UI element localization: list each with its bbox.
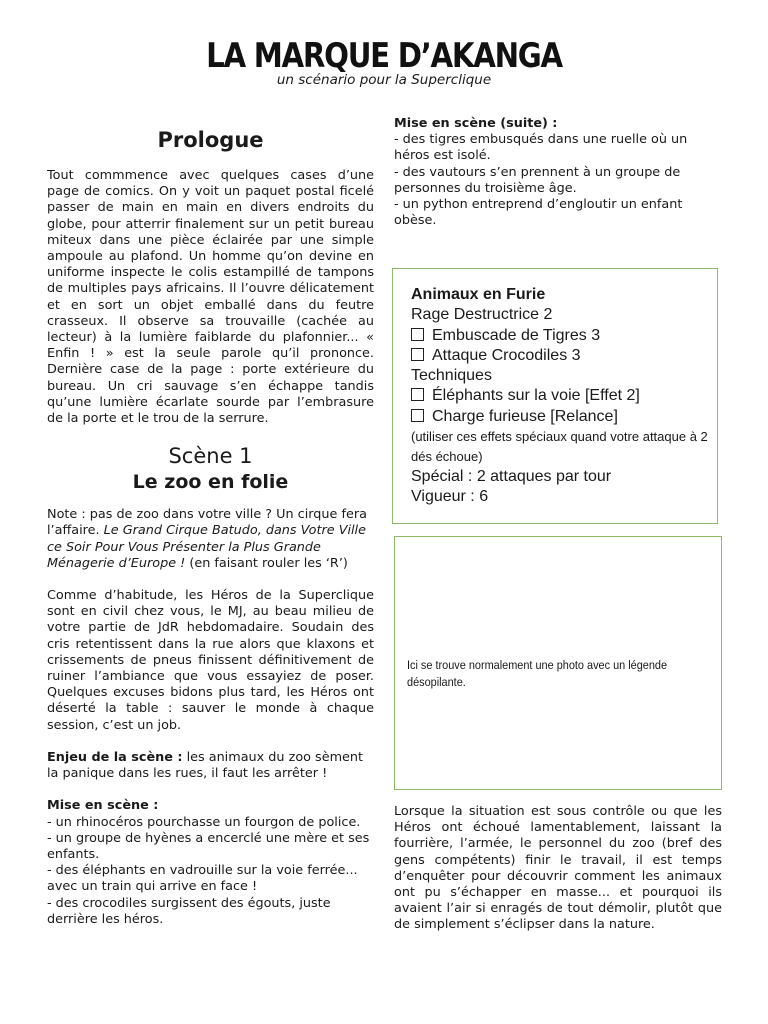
statbox-attaque <box>411 346 717 366</box>
scene-number: Scène 1 <box>168 444 253 469</box>
statbox-title: Animaux en Furie <box>411 286 546 303</box>
mise-label-text: Mise en scène : <box>47 798 159 814</box>
elephants-label: Éléphants sur la voie [Effet 2] <box>432 387 640 405</box>
photo-placeholder <box>394 536 722 790</box>
note-italic: Le Grand Cirque Batudo, dans Votre Ville ce Soir Pour Vous Présenter la Plus Grande Ménagerie d’Europe ! <box>47 523 366 571</box>
scene-note <box>47 507 374 572</box>
mise-suite-label-text: Mise en scène (suite) : <box>394 116 558 131</box>
statbox-techniques: Techniques <box>411 367 492 385</box>
closing-paragraph: Lorsque la situation est sous contrôle ou que les Héros ont échoué lamentablement, laissant la fourrière, l’armée, le personnel du zoo (bref des gens compétents) finir le travail, il est temps d’enquêter pour découvrir comment les animaux ont pu s’échapper en masse... et pourquoi ils avaient l’air si enragés de tout démolir, plutôt que de simplement s’éclipser dans la nature. <box>394 804 722 933</box>
statbox-charge <box>411 407 717 427</box>
right-column-top <box>394 116 722 229</box>
mise-label <box>47 798 374 814</box>
photo-caption: Ici se trouve normalement une photo avec un légende désopilante. <box>407 658 668 689</box>
page-title: LA MARQUE D’AKANGA <box>206 36 562 76</box>
charge-label: Charge furieuse [Relance] <box>432 407 618 425</box>
mise-suite-item: - des vautours s’en prennent à un groupe de personnes du troisième âge. <box>394 164 681 196</box>
mise-suite-item: - un python entreprend d’engloutir un enfant obèse. <box>394 197 683 229</box>
statbox-embuscade <box>411 326 717 346</box>
statbox-elephants <box>411 386 717 406</box>
prologue-title: Prologue <box>157 128 264 152</box>
statbox-special: Spécial : 2 attaques par tour <box>411 468 612 486</box>
scene-title: Le zoo en folie <box>132 471 289 494</box>
mise-item: - des crocodiles surgissent des égouts, juste derrière les héros. <box>47 895 331 927</box>
note-end: (en faisant rouler les ‘R’) <box>185 555 348 571</box>
embuscade-label: Embuscade de Tigres 3 <box>432 326 601 344</box>
checkbox-icon[interactable] <box>411 409 424 422</box>
mise-item: - des éléphants en vadrouille sur la voie ferrée... avec un train qui arrive en face ! <box>47 863 358 895</box>
stat-box <box>392 268 718 524</box>
enjeu-paragraph <box>47 750 374 782</box>
habit-paragraph: Comme d’habitude, les Héros de la Superclique sont en civil chez vous, le MJ, au beau milieu de votre partie de JdR hebdomadaire. Soudain des cris retentissent dans la rue alors que klaxons et crissements de pneus finissent définitivement de ruiner l’ambiance que vous essayiez de poser. Quelques excuses bidons plus tard, les Héros ont déserté la table : sauver le monde à chaque session, c’est un job. <box>47 588 374 733</box>
mise-suite-item: - des tigres embusqués dans une ruelle où un héros est isolé. <box>394 132 688 164</box>
note-text: Note : pas de zoo dans votre ville ? Un cirque fera l’affaire. <box>47 507 367 539</box>
page-subtitle: un scénario pour la Superclique <box>276 72 492 88</box>
mise-item: - un groupe de hyènes a encerclé une mère et ses enfants. <box>47 830 370 862</box>
checkbox-icon[interactable] <box>411 328 424 341</box>
statbox-note: (utiliser ces effets spéciaux quand votre attaque à 2 dés échoue) <box>411 429 708 465</box>
statbox-vigueur: Vigueur : 6 <box>411 488 489 506</box>
left-column <box>47 124 374 928</box>
enjeu-label: Enjeu de la scène : <box>47 749 183 765</box>
statbox-rage: Rage Destructrice 2 <box>411 306 553 324</box>
enjeu-text: les animaux du zoo sèment la panique dans les rues, il faut les arrêter ! <box>47 749 364 782</box>
checkbox-icon[interactable] <box>411 388 424 401</box>
attaque-label: Attaque Crocodiles 3 <box>432 346 581 364</box>
prologue-text: Tout commmence avec quelques cases d’une page de comics. On y voit un paquet postal ficelé passer de main en main en divers endroits du globe, pour atterrir finalement sur un petit bureau miteux dans une pièce éclairée par une simple ampoule au plafond. Un homme qu’on devine en uniforme inspecte le colis estampillé de tampons de multiples pays africains. Il l’ouvre délicatement et en sort un objet emballé dans du feutre crasseux. Il observe sa trouvaille (cachée au lecteur) à la lumière faiblarde du plafonnier... « Enfin ! » est la seule parole qu’il prononce. Dernière case de la page : porte extérieure du bureau. Un cri sauvage s’en échappe tandis qu’une lumière écarlate sourde par l’embrasure de la porte et le trou de la serrure. <box>47 168 374 427</box>
mise-item: - un rhinocéros pourchasse un fourgon de police. <box>47 814 361 830</box>
mise-suite-label <box>394 116 722 132</box>
checkbox-icon[interactable] <box>411 348 424 361</box>
right-column-bottom <box>394 804 722 934</box>
